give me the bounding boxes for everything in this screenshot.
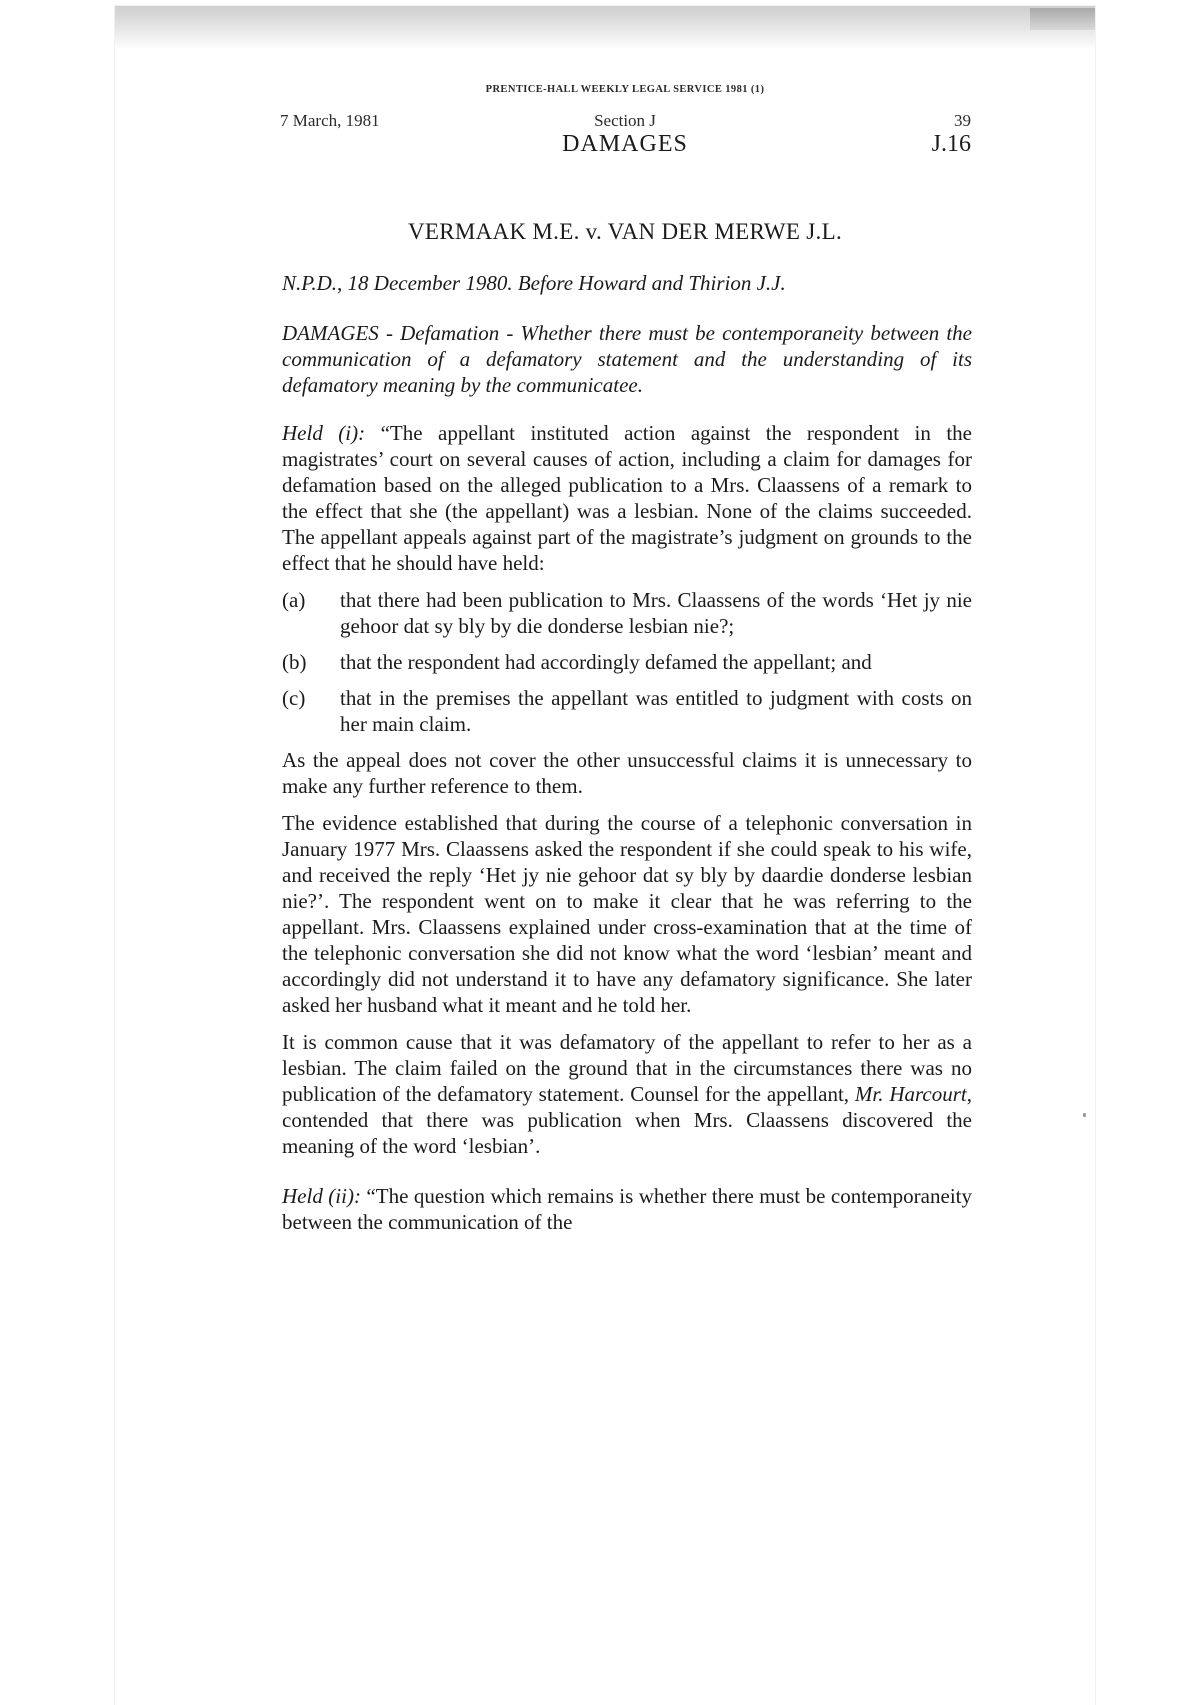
page-number: 39	[954, 111, 971, 130]
scan-shadow-top	[115, 6, 1095, 50]
section-code: J.16	[931, 131, 971, 157]
issue-date: 7 March, 1981	[280, 111, 380, 130]
held-i-text: “The appellant instituted action against the respondent in the magistrates’ court on several causes of action, including a claim for damages for defamation based on the alleged publication to a Mrs. Claassens of a remark to the effect that she (the appellant) was a lesbian. None of the claims succeeded. The appellant appeals against part of the magistrate’s judgment on grounds to the effect that he should have held:	[282, 421, 972, 575]
court-line: N.P.D., 18 December 1980. Before Howard and Thirion J.J.	[282, 271, 786, 295]
list-item	[282, 685, 972, 737]
list-item	[282, 587, 972, 639]
section-label: Section J	[594, 111, 656, 130]
list-marker: (a)	[282, 588, 306, 612]
case-title: VERMAAK M.E. v. VAN DER MERWE J.L.	[407, 219, 842, 244]
document-body	[282, 270, 972, 1246]
held-i-paragraph	[282, 420, 972, 576]
running-head: PRENTICE-HALL WEEKLY LEGAL SERVICE 1981 (1)	[485, 84, 765, 95]
scan-speck	[1083, 1113, 1086, 1117]
list-text: that in the premises the appellant was entitled to judgment with costs on her main claim.	[340, 686, 972, 736]
common-cause-text: It is common cause that it was defamatory of the appellant to refer to her as a lesbian. The claim failed on the ground that in the circumstances there was no publication of the defamatory statement. Counsel for the appellant,	[282, 1030, 972, 1106]
list-marker: (b)	[282, 650, 307, 674]
scan-shadow-corner	[1030, 8, 1095, 30]
list-marker: (c)	[282, 686, 306, 710]
held-ii-text: “The question which remains is whether there must be contemporaneity between the communication of the	[282, 1184, 972, 1234]
held-ii-paragraph	[282, 1183, 972, 1235]
list-text: that the respondent had accordingly defamed the appellant; and	[340, 650, 872, 674]
held-i-label: Held (i):	[282, 421, 366, 445]
paragraph-appeal-scope: As the appeal does not cover the other unsuccessful claims it is unnecessary to make any further reference to them.	[282, 748, 972, 798]
counsel-name: Mr. Harcourt	[854, 1082, 967, 1106]
catchwords: DAMAGES - Defamation - Whether there must be contemporaneity between the communication of a defamatory statement and the understanding of its defamatory meaning by the communicatee.	[282, 321, 972, 397]
held-ii-label: Held (ii):	[282, 1184, 361, 1208]
paragraph-evidence: The evidence established that during the course of a telephonic conversation in January 1977 Mrs. Claassens asked the respondent if she could speak to his wife, and received the reply ‘Het jy nie gehoor dat sy bly by daardie donderse lesbian nie?’. The respondent went on to make it clear that he was referring to the appellant. Mrs. Claassens explained under cross-examination that at the time of the telephonic conversation she did not know what the word ‘lesbian’ meant and accordingly did not understand it to have any defamatory significance. She later asked her husband what it meant and he told her.	[282, 811, 972, 1017]
list-item	[282, 649, 972, 675]
paragraph-common-cause	[282, 1029, 972, 1159]
common-cause-text-end: , contended that there was publication when Mrs. Claassens discovered the meaning of the word ‘lesbian’.	[282, 1082, 972, 1158]
list-text: that there had been publication to Mrs. Claassens of the words ‘Het jy nie gehoor dat sy bly by die donderse lesbian nie?;	[340, 588, 972, 638]
section-title: DAMAGES	[562, 131, 688, 157]
